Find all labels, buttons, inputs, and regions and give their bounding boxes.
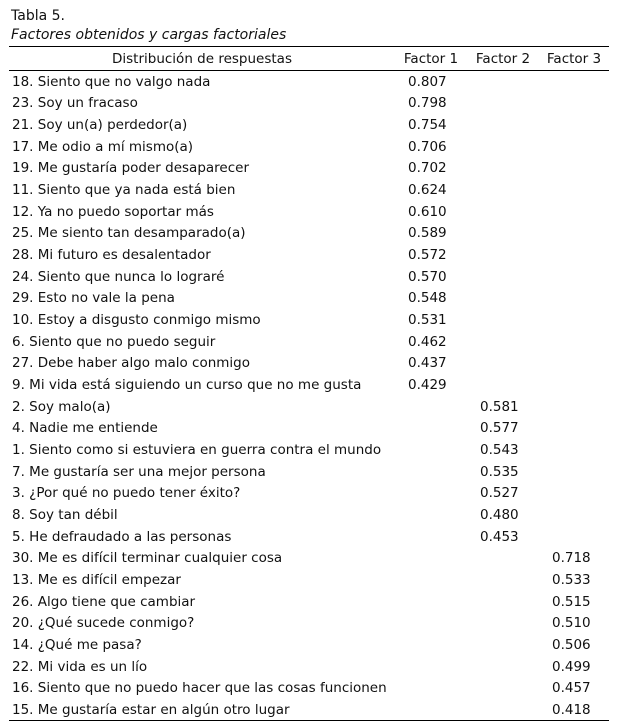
- item-cell: 30. Me es difícil terminar cualquier cosa: [12, 550, 283, 567]
- factor-2-cell: [467, 331, 539, 353]
- table-title: Factores obtenidos y cargas factoriales: [11, 27, 287, 43]
- factor-1-cell: [395, 504, 467, 526]
- item-cell: 15. Me gustaría estar en algún otro lugar: [12, 701, 290, 718]
- table-row: [9, 136, 609, 158]
- factor-3-cell: [539, 223, 609, 245]
- table-row: [9, 526, 609, 548]
- factor-3-cell: [539, 136, 609, 158]
- factor-2-cell: [467, 677, 539, 699]
- factor-3-cell: 0.499: [552, 658, 591, 675]
- factor-1-cell: [395, 482, 467, 504]
- item-cell: 21. Soy un(a) perdedor(a): [12, 117, 188, 134]
- factor-3-cell: [539, 396, 609, 418]
- table-row: [9, 223, 609, 245]
- header-factor-3: Factor 3: [546, 50, 602, 67]
- table-row: [9, 244, 609, 266]
- table-row: [9, 656, 609, 678]
- factor-2-cell: [467, 136, 539, 158]
- factor-1-cell: [395, 396, 467, 418]
- factor-2-cell: 0.581: [480, 398, 519, 415]
- item-cell: 18. Siento que no valgo nada: [12, 73, 211, 90]
- factor-2-cell: 0.453: [480, 528, 519, 545]
- item-cell: 11. Siento que ya nada está bien: [12, 182, 236, 199]
- factor-2-cell: [467, 266, 539, 288]
- factor-1-cell: 0.570: [408, 268, 447, 285]
- table-bottom-rule: [9, 720, 609, 721]
- factor-2-cell: [467, 699, 539, 721]
- factor-3-cell: [539, 374, 609, 396]
- factor-1-cell: 0.437: [408, 355, 447, 372]
- table-row: [9, 396, 609, 418]
- factor-3-cell: [539, 244, 609, 266]
- factor-3-cell: 0.418: [552, 701, 591, 718]
- factor-1-cell: 0.610: [408, 203, 447, 220]
- factor-1-cell: [395, 591, 467, 613]
- item-cell: 28. Mi futuro es desalentador: [12, 247, 211, 264]
- factor-1-cell: [395, 612, 467, 634]
- factor-3-cell: [539, 309, 609, 331]
- table-row: [9, 569, 609, 591]
- factor-3-cell: [539, 93, 609, 115]
- factor-2-cell: [467, 71, 539, 93]
- item-cell: 9. Mi vida está siguiendo un curso que no me gusta: [12, 377, 362, 394]
- item-cell: 23. Soy un fracaso: [12, 95, 138, 112]
- table-row: [9, 677, 609, 699]
- table-row: [9, 266, 609, 288]
- table-row: [9, 461, 609, 483]
- factor-2-cell: 0.543: [480, 441, 519, 458]
- factor-1-cell: [395, 634, 467, 656]
- factor-3-cell: [539, 266, 609, 288]
- factor-2-cell: [467, 223, 539, 245]
- table-row: [9, 179, 609, 201]
- item-cell: 27. Debe haber algo malo conmigo: [12, 355, 251, 372]
- factor-1-cell: 0.706: [408, 138, 447, 155]
- factor-2-cell: [467, 114, 539, 136]
- factor-loadings-table: [9, 46, 609, 721]
- item-cell: 4. Nadie me entiende: [12, 420, 158, 437]
- factor-2-cell: [467, 244, 539, 266]
- item-cell: 25. Me siento tan desamparado(a): [12, 225, 246, 242]
- factor-1-cell: [395, 526, 467, 548]
- table-header-row: [9, 47, 609, 71]
- table-row: [9, 591, 609, 613]
- factor-2-cell: [467, 158, 539, 180]
- table-number: Tabla 5.: [11, 8, 65, 24]
- item-cell: 24. Siento que nunca lo lograré: [12, 268, 225, 285]
- factor-3-cell: 0.718: [552, 550, 591, 567]
- table-row: [9, 114, 609, 136]
- factor-2-cell: [467, 569, 539, 591]
- table-row: [9, 288, 609, 310]
- item-cell: 8. Soy tan débil: [12, 506, 118, 523]
- factor-3-cell: 0.515: [552, 593, 591, 610]
- factor-3-cell: [539, 482, 609, 504]
- factor-3-cell: [539, 288, 609, 310]
- item-cell: 17. Me odio a mí mismo(a): [12, 138, 194, 155]
- factor-1-cell: 0.807: [408, 73, 447, 90]
- factor-1-cell: 0.572: [408, 247, 447, 264]
- table-row: [9, 634, 609, 656]
- factor-2-cell: [467, 612, 539, 634]
- factor-3-cell: [539, 201, 609, 223]
- table-row: [9, 418, 609, 440]
- factor-1-cell: [395, 461, 467, 483]
- factor-2-cell: [467, 591, 539, 613]
- item-cell: 3. ¿Por qué no puedo tener éxito?: [12, 485, 241, 502]
- factor-2-cell: [467, 201, 539, 223]
- factor-1-cell: 0.429: [408, 377, 447, 394]
- item-cell: 13. Me es difícil empezar: [12, 571, 181, 588]
- factor-2-cell: 0.535: [480, 463, 519, 480]
- item-cell: 29. Esto no vale la pena: [12, 290, 175, 307]
- factor-3-cell: [539, 353, 609, 375]
- item-cell: 22. Mi vida es un lío: [12, 658, 148, 675]
- factor-3-cell: [539, 418, 609, 440]
- factor-1-cell: [395, 699, 467, 721]
- factor-1-cell: 0.754: [408, 117, 447, 134]
- item-cell: 19. Me gustaría poder desaparecer: [12, 160, 250, 177]
- table-body: [9, 71, 609, 721]
- item-cell: 6. Siento que no puedo seguir: [12, 333, 216, 350]
- factor-1-cell: 0.798: [408, 95, 447, 112]
- table-row: [9, 353, 609, 375]
- table-row: [9, 158, 609, 180]
- factor-1-cell: 0.624: [408, 182, 447, 199]
- factor-3-cell: [539, 504, 609, 526]
- item-cell: 2. Soy malo(a): [12, 398, 111, 415]
- factor-2-cell: 0.577: [480, 420, 519, 437]
- factor-1-cell: 0.702: [408, 160, 447, 177]
- factor-2-cell: 0.480: [480, 506, 519, 523]
- factor-2-cell: [467, 309, 539, 331]
- factor-3-cell: [539, 526, 609, 548]
- factor-2-cell: [467, 353, 539, 375]
- item-cell: 5. He defraudado a las personas: [12, 528, 232, 545]
- table-row: [9, 699, 609, 721]
- table-row: [9, 482, 609, 504]
- table-row: [9, 547, 609, 569]
- item-cell: 10. Estoy a disgusto conmigo mismo: [12, 312, 261, 329]
- factor-2-cell: [467, 288, 539, 310]
- factor-1-cell: 0.548: [408, 290, 447, 307]
- table-row: [9, 374, 609, 396]
- table-row: [9, 439, 609, 461]
- factor-1-cell: [395, 569, 467, 591]
- table-row: [9, 309, 609, 331]
- factor-3-cell: 0.506: [552, 636, 591, 653]
- factor-3-cell: 0.457: [552, 680, 591, 697]
- factor-1-cell: 0.462: [408, 333, 447, 350]
- factor-2-cell: 0.527: [480, 485, 519, 502]
- factor-2-cell: [467, 179, 539, 201]
- factor-1-cell: [395, 418, 467, 440]
- factor-3-cell: [539, 179, 609, 201]
- factor-3-cell: [539, 461, 609, 483]
- header-factor-1: Factor 1: [403, 50, 459, 67]
- item-cell: 1. Siento como si estuviera en guerra contra el mundo: [12, 441, 382, 458]
- table-row: [9, 93, 609, 115]
- factor-3-cell: 0.510: [552, 615, 591, 632]
- item-cell: 26. Algo tiene que cambiar: [12, 593, 196, 610]
- factor-2-cell: [467, 374, 539, 396]
- factor-3-cell: 0.533: [552, 571, 591, 588]
- header-factor-2: Factor 2: [475, 50, 531, 67]
- factor-3-cell: [539, 71, 609, 93]
- factor-1-cell: 0.589: [408, 225, 447, 242]
- factor-3-cell: [539, 158, 609, 180]
- factor-2-cell: [467, 93, 539, 115]
- item-cell: 14. ¿Qué me pasa?: [12, 636, 142, 653]
- table-row: [9, 612, 609, 634]
- item-cell: 20. ¿Qué sucede conmigo?: [12, 615, 195, 632]
- factor-1-cell: [395, 439, 467, 461]
- factor-2-cell: [467, 547, 539, 569]
- factor-1-cell: 0.531: [408, 312, 447, 329]
- factor-3-cell: [539, 114, 609, 136]
- factor-2-cell: [467, 634, 539, 656]
- header-distribution: Distribución de respuestas: [111, 50, 292, 67]
- item-cell: 12. Ya no puedo soportar más: [12, 203, 214, 220]
- table-row: [9, 201, 609, 223]
- table-row: [9, 71, 609, 93]
- table-row: [9, 504, 609, 526]
- item-cell: 7. Me gustaría ser una mejor persona: [12, 463, 266, 480]
- factor-3-cell: [539, 331, 609, 353]
- item-cell: 16. Siento que no puedo hacer que las cosas funcionen: [12, 680, 387, 697]
- table-row: [9, 331, 609, 353]
- factor-1-cell: [395, 677, 467, 699]
- factor-3-cell: [539, 439, 609, 461]
- factor-2-cell: [467, 656, 539, 678]
- factor-1-cell: [395, 547, 467, 569]
- factor-1-cell: [395, 656, 467, 678]
